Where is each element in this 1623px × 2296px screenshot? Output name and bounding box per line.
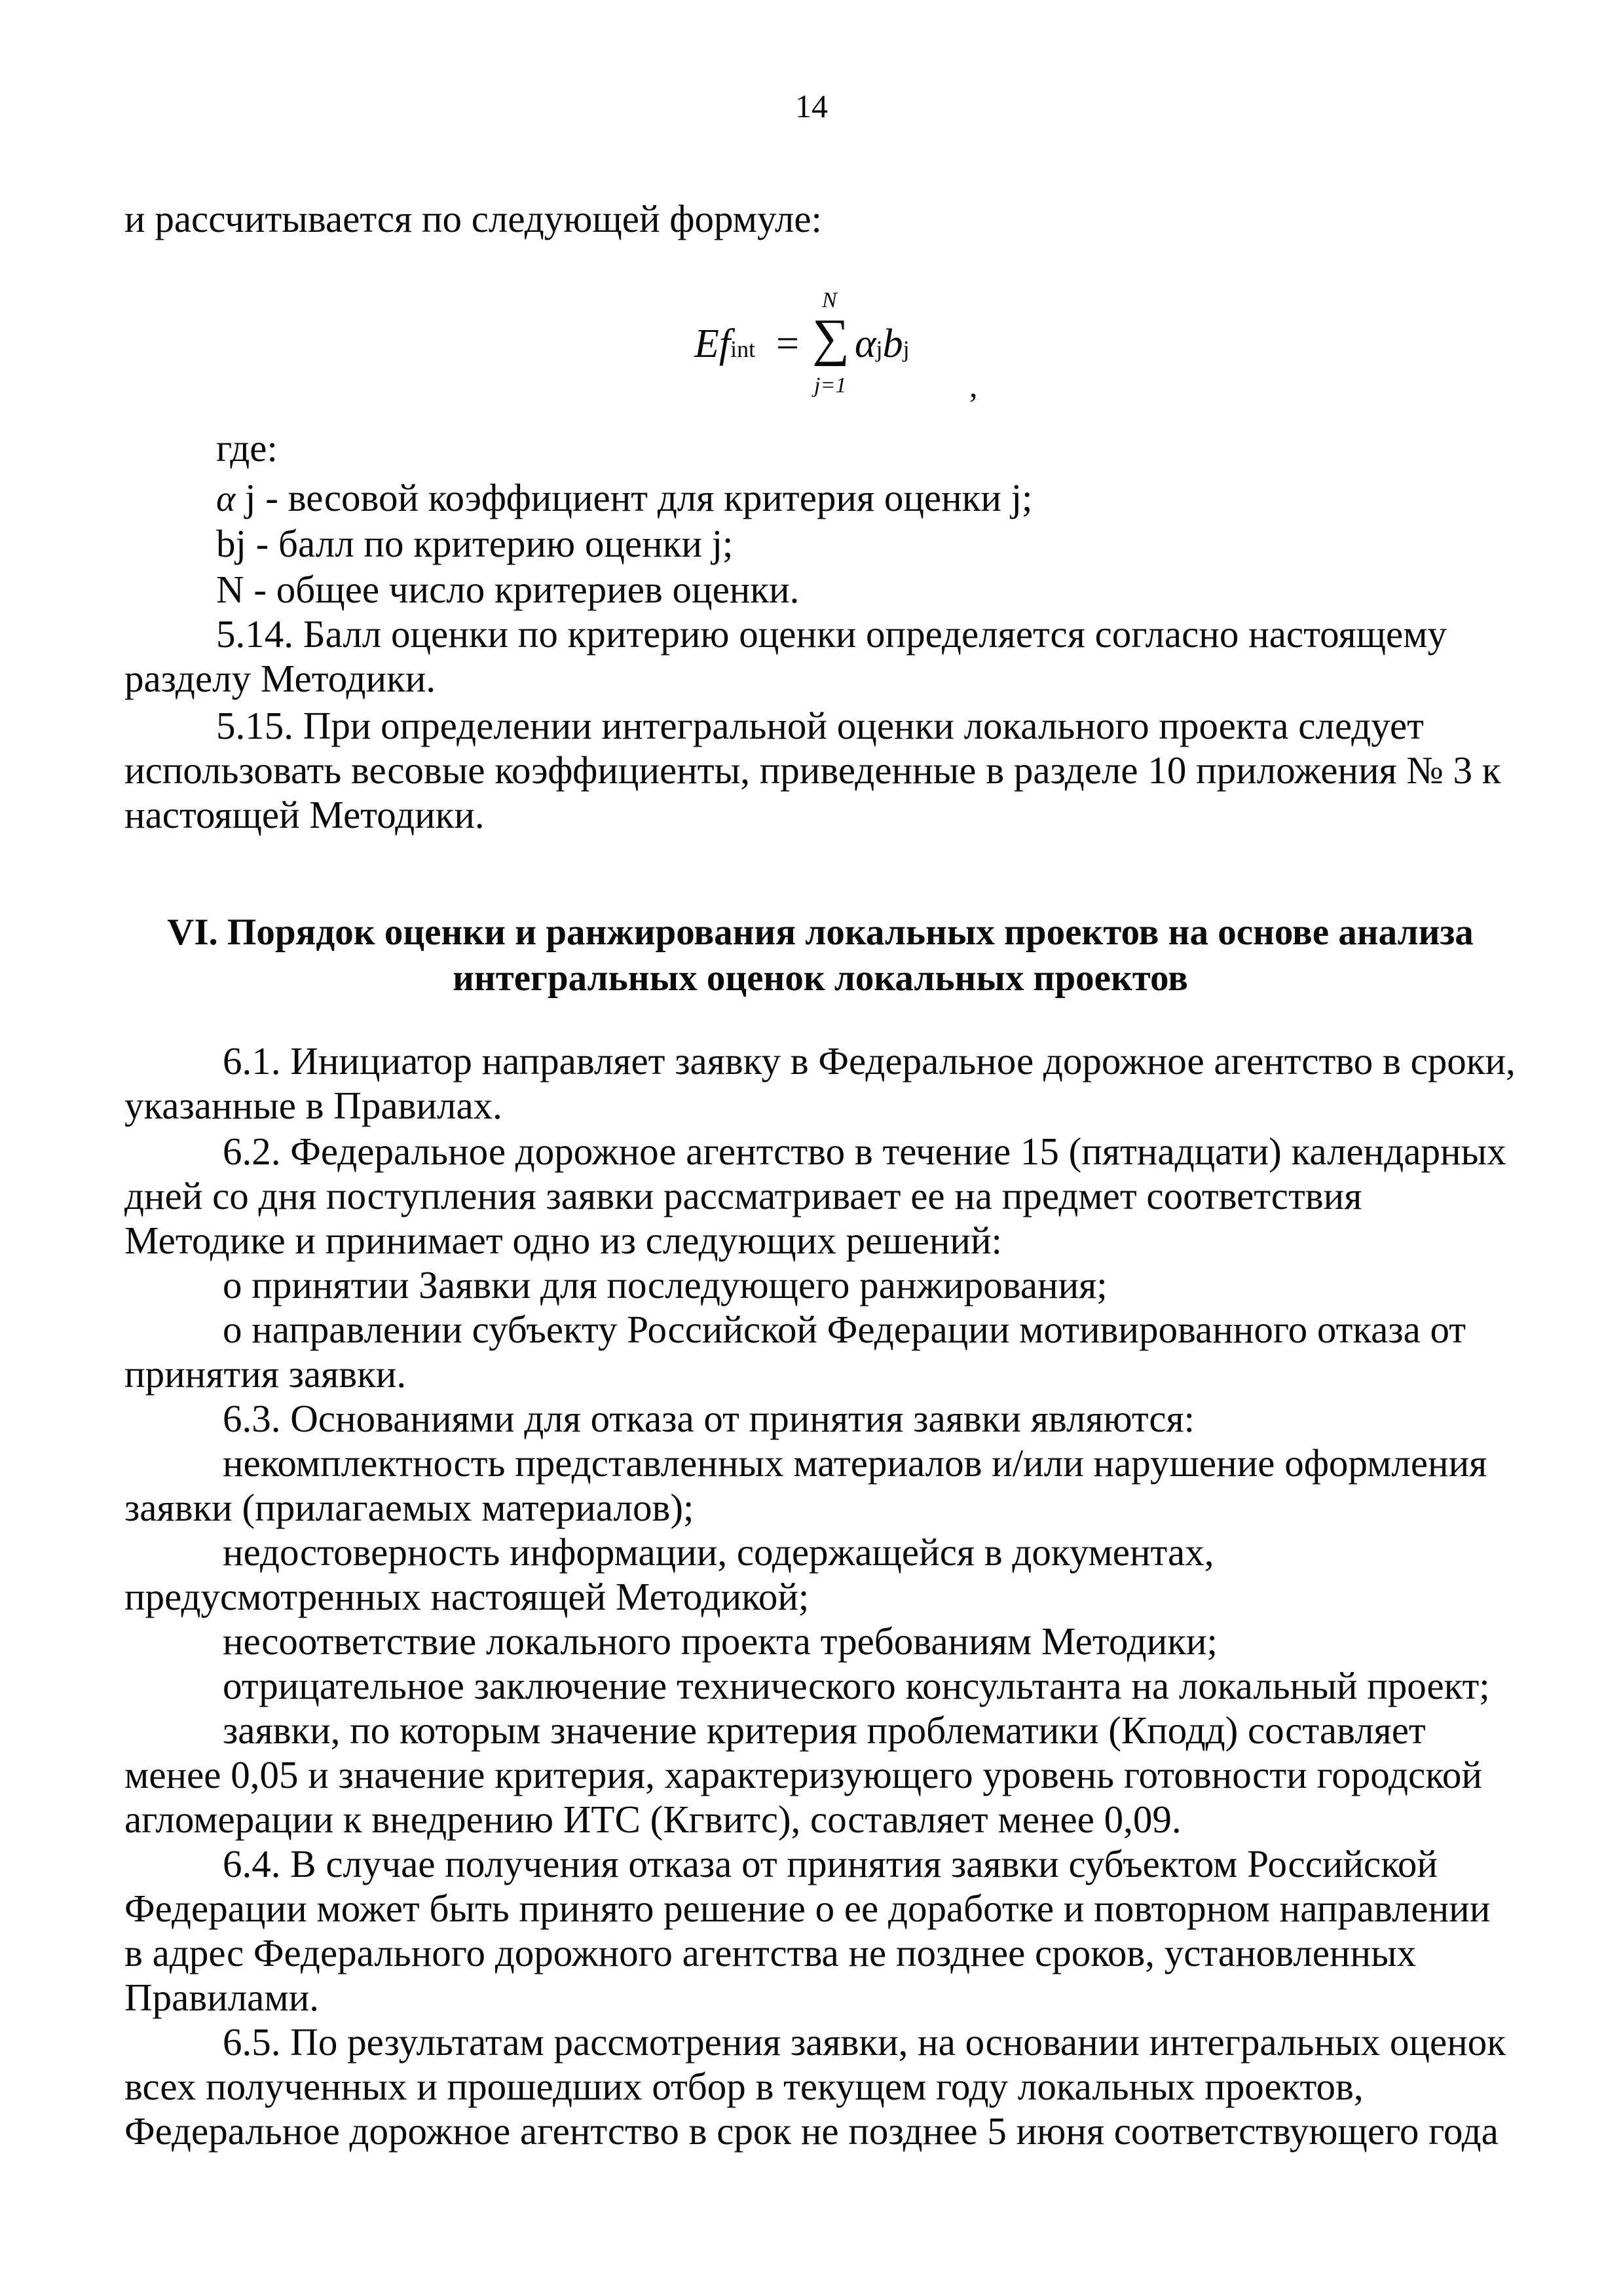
intro-text: и рассчитывается по следующей формуле: [124, 197, 822, 240]
formula-lower-limit: j=1 [814, 373, 847, 398]
para-6-4: 6.4. В случае получения отказа от принятия заявки субъектом Российской Федерации может быть принято решение о ее доработке и повторном направлении в адрес Федерального дорожного агентства не позднее сроков, установленных Правилами. [124, 1842, 1491, 2019]
where-label: где: [216, 426, 278, 470]
para-6-2: 6.2. Федеральное дорожное агентство в течение 15 (пятнадцати) календарных дней со дня поступления заявки рассматривает ее на предмет соответствия Методике и принимает одно из следующих решений: [124, 1130, 1506, 1262]
def-n: N - общее число критериев оценки. [216, 568, 800, 611]
page-number: 14 [795, 88, 828, 124]
def-alpha-symbol: α [216, 479, 236, 519]
para-6-5: 6.5. По результатам рассмотрения заявки, на основании интегральных оценок всех полученных и прошедших отбор в текущем году локальных проектов, Федеральное дорожное агентство в срок не позднее 5 июня соответствующего года [124, 2020, 1506, 2153]
reason-criteria-values: заявки, по которым значение критерия проблематики (Кподд) составляет менее 0,05 и значение критерия, характеризующего уровень готовности городской агломерации к внедрению ИТС (Кгвитс), составляет менее 0,09. [124, 1709, 1482, 1841]
def-alpha [216, 475, 1513, 521]
para-5-15: 5.15. При определении интегральной оценки локального проекта следует использовать весовые коэффициенты, приведенные в разделе 10 приложения № 3 к настоящей Методики. [124, 704, 1501, 836]
section-heading-line1: VI. Порядок оценки и ранжирования локальных проектов на основе анализа [167, 912, 1474, 953]
para-6-3: 6.3. Основаниями для отказа от принятия заявки являются: [223, 1397, 1195, 1440]
formula [694, 288, 989, 419]
reason-incomplete: некомплектность представленных материалов и/или нарушение оформления заявки (прилагаемых материалов); [124, 1441, 1487, 1529]
para-6-1: 6.1. Инициатор направляет заявку в Федеральное дорожное агентство в сроки, указанные в Правилах. [124, 1039, 1516, 1127]
reason-unreliable: недостоверность информации, содержащейся в документах, предусмотренных настоящей Методикой; [124, 1530, 1214, 1618]
formula-upper-limit: N [822, 288, 837, 312]
formula-equals: = [776, 322, 799, 366]
formula-lhs: Efint [694, 322, 756, 366]
para-5-14: 5.14. Балл оценки по критерию оценки определяется согласно настоящему разделу Методики. [124, 612, 1447, 700]
reason-negative-conclusion: отрицательное заключение технического консультанта на локальный проект; [223, 1664, 1490, 1707]
def-alpha-text: j - весовой коэффициент для критерия оценки j; [235, 476, 1033, 519]
formula-term: αjbj [855, 322, 910, 366]
decision-accept: о принятии Заявки для последующего ранжирования; [223, 1263, 1108, 1306]
sigma-icon: ∑ [812, 309, 850, 367]
formula-comma: , [969, 367, 978, 404]
reason-nonconformity: несоответствие локального проекта требованиям Методики; [223, 1620, 1218, 1663]
def-b: bj - балл по критерию оценки j; [216, 522, 734, 565]
decision-reject: о направлении субъекту Российской Федерации мотивированного отказа от принятия заявки. [124, 1308, 1466, 1396]
section-heading-line2: интегральных оценок локальных проектов [453, 957, 1188, 999]
